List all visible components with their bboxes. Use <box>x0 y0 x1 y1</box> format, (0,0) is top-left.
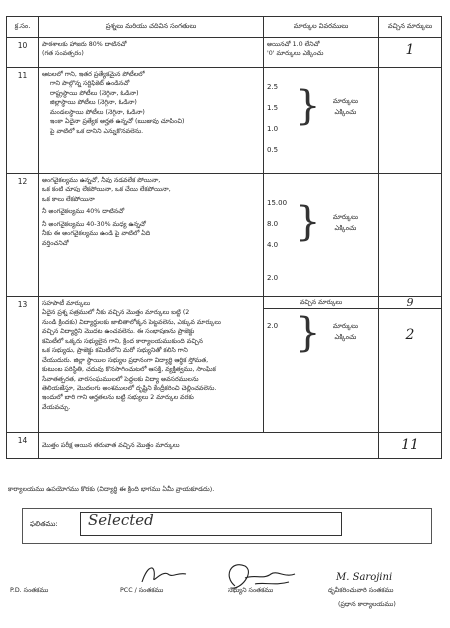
score-value: 1.5 <box>267 104 279 112</box>
item-line: ఒక కాలు లేకపోయినా <box>42 195 95 203</box>
item-line: ఒక కంటి చూపు లేకపోయినా, ఒక చేయి లేకపోయినా, <box>42 186 171 194</box>
item-line: గాని పాల్గొన్న సర్టిఫికెట్ ఉండినచో <box>50 80 130 88</box>
item-line: రాష్ట్రస్థాయి పోటీలు (నెగ్గినా, ఓడినా) <box>50 89 139 97</box>
obtained-mark <box>379 174 442 297</box>
obtained-mark: 11 <box>379 433 442 459</box>
office-label: (ప్రధాన కార్యాలయము) <box>338 601 396 608</box>
score-line: అయినచో 1.0 లేనిచో <box>267 41 320 48</box>
col-header-obtained: వచ్చిన మార్కులు <box>379 17 442 38</box>
item-line: పాఠశాలకు హాజరు 80% దాటినచో <box>42 41 127 48</box>
brace-label-line: ఎక్కించు <box>334 223 357 232</box>
item-line: అంగవైకల్యము ఉన్నచో, నీవు నడవలేక పోయినా, <box>42 177 161 184</box>
item-line: కుటుంబ పరిస్థితి, చదువు కొనసాగించుటలో ఆసక్తి, వ్యక్తిత్వము, సాంఘిక <box>42 366 216 374</box>
brace-label <box>323 321 367 342</box>
table-row <box>7 297 442 433</box>
row-item <box>39 68 264 174</box>
row-number: 10 <box>7 38 39 68</box>
row-item <box>39 297 264 433</box>
item-line: కమిటీలో ఒక్కరు సభ్యులైన గాని, క్రింద కార్యాలయముకుంది వచ్చిన <box>42 337 203 345</box>
row-score-desc <box>264 174 379 297</box>
item-line: (గత సంవత్సరం) <box>42 50 84 58</box>
col-header-item: ప్రశ్నలు మరియు చదివిన సంగతులు <box>39 17 264 38</box>
row-item: మొత్తం పరీక్ష ఆయిన తరువాత వచ్చిన మొత్తం మార్కులు <box>39 433 379 459</box>
row-score-desc <box>264 297 379 433</box>
pcc-signature <box>138 560 190 588</box>
item-line: జిల్లాస్థాయి పోటీలు (నెగ్గినా, ఓడినా) <box>50 99 137 107</box>
table-row <box>7 38 442 68</box>
table-header <box>7 17 442 38</box>
obtained-mark-top: 9 <box>379 297 441 309</box>
brace-label-line: మార్కులు <box>332 97 359 105</box>
row-item <box>39 174 264 297</box>
score-value: 0.5 <box>267 146 279 154</box>
score-value: 4.0 <box>267 241 279 249</box>
row-number: 13 <box>7 297 39 433</box>
office-note: కార్యాలయము ఉపయోగము కొరకు (విద్యార్థి ఈ క్రింది భాగము ఏమీ వ్రాయకూడదు). <box>8 485 215 493</box>
item-line: ఏదైన ప్రశ్న పత్రములో నీకు వచ్చిన మొత్తం మార్కులు బట్టి (2 <box>42 309 190 317</box>
item-line: పై వాటిలో ఒక దానిని ఎన్నుకొనవలెను. <box>50 127 144 135</box>
row-number: 14 <box>7 433 39 459</box>
obtained-mark <box>379 68 442 174</box>
table-row <box>7 68 442 174</box>
item-line: నీకు ఈ అంగవైకల్యము ఉండి పై వాటిలో ఏది <box>42 230 151 238</box>
score-value: 2.5 <box>267 83 279 91</box>
col-header-score-desc: మార్కుల వివరములు <box>264 17 379 38</box>
item-line: చేయుదురు. జిల్లా స్థాయిల సభ్యుల ప్రధానంగా విద్యార్థి ఆర్థిక స్తోమత, <box>42 356 209 364</box>
obtained-mark: 2 <box>405 327 415 343</box>
table-row <box>7 433 442 459</box>
item-line: వర్తించనిచో <box>42 239 69 247</box>
score-value: 2.0 <box>267 274 279 282</box>
row-number: 11 <box>7 68 39 174</box>
item-line: ఇందులో బారి గాని అర్హతలను బట్టి సభ్యులు 2 మార్కుల వరకు <box>42 394 194 402</box>
writer-signature-label: ధృవీకరించువారి సంతకము <box>328 587 394 594</box>
item-title: సహపాటీ మార్కులు <box>42 300 91 307</box>
row-score-desc <box>264 38 379 68</box>
item-line: నుండి క్రిందకు) విద్యార్థులకు జాబితాలోక్కన పెట్టవలెను, ఎక్కువ మార్కులు <box>42 318 221 326</box>
item-line: నీ అంగవైకల్యము 40-30% మధ్య ఉన్నచో <box>42 220 146 228</box>
result-value: Selected <box>88 511 154 529</box>
item-line: వచ్చిన విద్యార్థిని మొదట ఉంచవలెను. ఈ సంభాషణను ప్రాజెక్టు <box>42 328 195 336</box>
item-line: తెలియజేస్తూ, మొదలగు అంశములలో దృష్టిని కేంద్రీకరించి చెల్లించవలెను. <box>42 384 217 392</box>
score-value: 2.0 <box>267 322 279 330</box>
item-line: మండలస్థాయి పోటీలు (నెగ్గినా, ఓడినా) <box>50 108 145 116</box>
member-signature-label: సభ్యుని సంతకము <box>228 587 274 594</box>
result-label: ఫలితము: <box>30 520 58 528</box>
item-line: నీ అంగవైకల్యము 40% దాటినచో <box>42 208 125 216</box>
item-line: ఒక సభ్యుడు, ప్రాజెక్టు కమిటీలోని మరో సభ్యునితో కలిసి గాని <box>42 347 188 355</box>
pcc-signature-label: PCC / సంతకము <box>120 587 164 594</box>
table-row <box>7 174 442 297</box>
score-value: 15.00 <box>267 199 288 207</box>
brace-label-line: ఎక్కించు <box>334 332 357 341</box>
score-subheader: వచ్చిన మార్కులు <box>264 297 378 309</box>
brace-label-line: మార్కులు <box>332 213 359 221</box>
col-header-no: క్ర.సం. <box>7 17 39 38</box>
item-line: వేయవచ్చు. <box>42 403 71 411</box>
writer-name: M. Sarojini <box>336 572 393 583</box>
obtained-mark: 1 <box>379 38 442 68</box>
brace-label <box>323 212 367 233</box>
brace-symbol: } <box>295 310 321 356</box>
item-line: సేవాతత్పరత, వారసంఘములలో పెద్దలకు విద్యా అవసరములను <box>42 375 199 383</box>
brace-label <box>323 96 367 117</box>
score-value: 8.0 <box>267 220 279 228</box>
marks-table <box>6 16 442 459</box>
row-number: 12 <box>7 174 39 297</box>
pd-signature-label: P.D. సంతకము <box>10 587 49 594</box>
item-line: ఆటలలో గాని, ఇతర ప్రత్యేకమైన పోటీలలో <box>42 71 145 78</box>
score-line: '0' మార్కులు ఎక్కించు <box>267 50 324 58</box>
row-item <box>39 38 264 68</box>
row-score-desc <box>264 68 379 174</box>
score-value: 1.0 <box>267 125 279 133</box>
row-obtained-cell <box>379 297 442 433</box>
item-line: ఇంకా ఏదైనా ప్రత్యేక అర్హత ఉన్నచో (ఋజువు చూపించి) <box>50 118 185 126</box>
brace-label-line: మార్కులు <box>332 322 359 330</box>
brace-label-line: ఎక్కించు <box>334 107 357 116</box>
brace-symbol: } <box>295 199 321 245</box>
brace-symbol: } <box>295 83 321 129</box>
